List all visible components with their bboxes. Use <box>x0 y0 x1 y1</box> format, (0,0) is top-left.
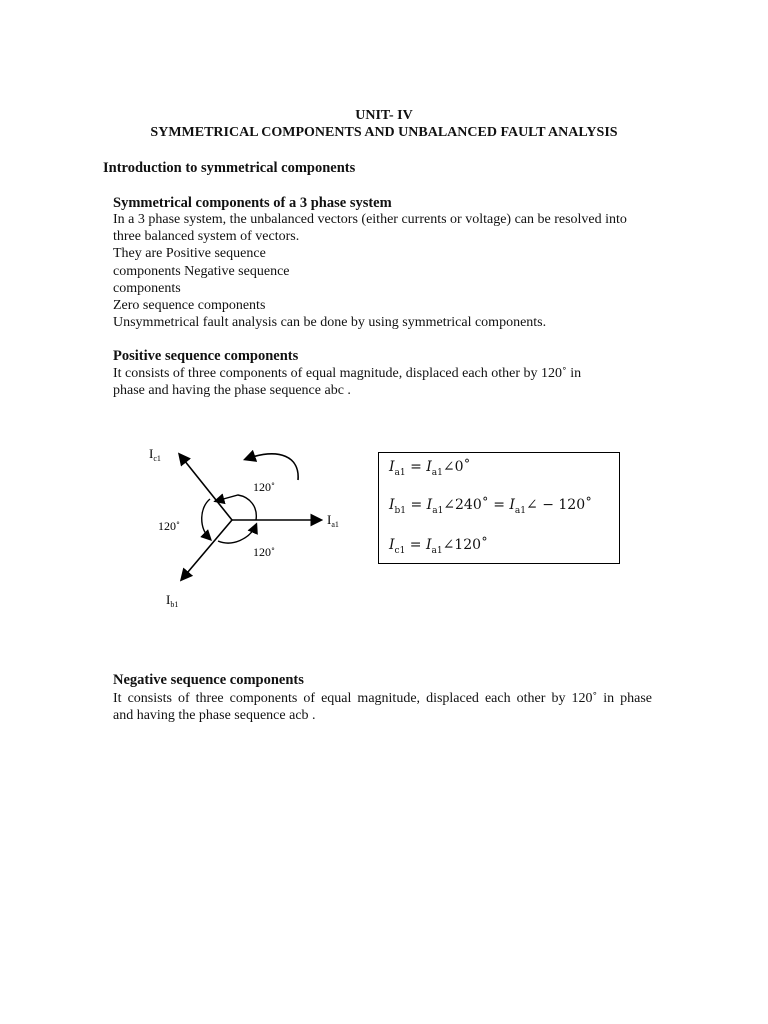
angle-label-left: 120˚ <box>158 519 180 533</box>
angle-label-top: 120˚ <box>253 480 275 494</box>
equation-b1: $I_{b1}$ = $I_{a1}\angle 240˚$ = $I_{a1}\angle$ − 120˚ <box>389 497 593 516</box>
body-line: components <box>113 280 181 296</box>
body-line: Zero sequence components <box>113 298 266 314</box>
body-line: three balanced system of vectors. <box>113 229 300 245</box>
vector-b1 <box>182 520 232 579</box>
body-line: Unsymmetrical fault analysis can be done by using symmetrical components. <box>113 315 547 331</box>
body-line: In a 3 phase system, the unbalanced vectors (either currents or voltage) can be resolved into <box>113 212 627 227</box>
intro-heading: Introduction to symmetrical components <box>103 160 356 176</box>
section-body-negative <box>113 690 652 724</box>
body-line: It consists of three components of equal magnitude, displaced each other by 120˚ in <box>113 366 582 381</box>
section-body-positive <box>113 365 603 399</box>
section-heading-positive: Positive sequence components <box>113 348 299 364</box>
phasor-diagram <box>140 435 360 615</box>
body-line: and having the phase sequence acb . <box>113 708 316 724</box>
label-c1: $I_{c1}$ <box>149 446 161 463</box>
body-line: components Negative sequence <box>113 263 290 279</box>
vector-c1 <box>180 455 232 520</box>
label-b1: $I_{b1}$ <box>166 592 179 609</box>
equation-box <box>378 452 620 564</box>
section-body-3phase <box>113 211 645 331</box>
section-heading-negative: Negative sequence components <box>113 672 304 688</box>
angle-label-bottom: 120˚ <box>253 545 275 559</box>
body-line: It consists of three components of equal magnitude, displaced each other by 120˚ in phase <box>113 691 652 706</box>
equation-a1: $I_{a1}$ = $I_{a1}\angle 0˚$ <box>389 459 471 478</box>
label-a1: $I_{a1}$ <box>327 512 339 529</box>
angle-arc-bottom <box>218 525 256 543</box>
body-line: They are Positive sequence <box>113 246 266 262</box>
equation-c1: $I_{c1}$ = $I_{a1}\angle 120˚$ <box>389 537 489 556</box>
section-heading-3phase: Symmetrical components of a 3 phase system <box>113 195 392 211</box>
document-title: SYMMETRICAL COMPONENTS AND UNBALANCED FAULT ANALYSIS <box>150 125 618 140</box>
unit-label: UNIT- IV <box>355 108 413 123</box>
rotation-arrow <box>246 454 298 480</box>
body-line: phase and having the phase sequence abc . <box>113 383 351 399</box>
angle-arc-left <box>202 499 210 539</box>
